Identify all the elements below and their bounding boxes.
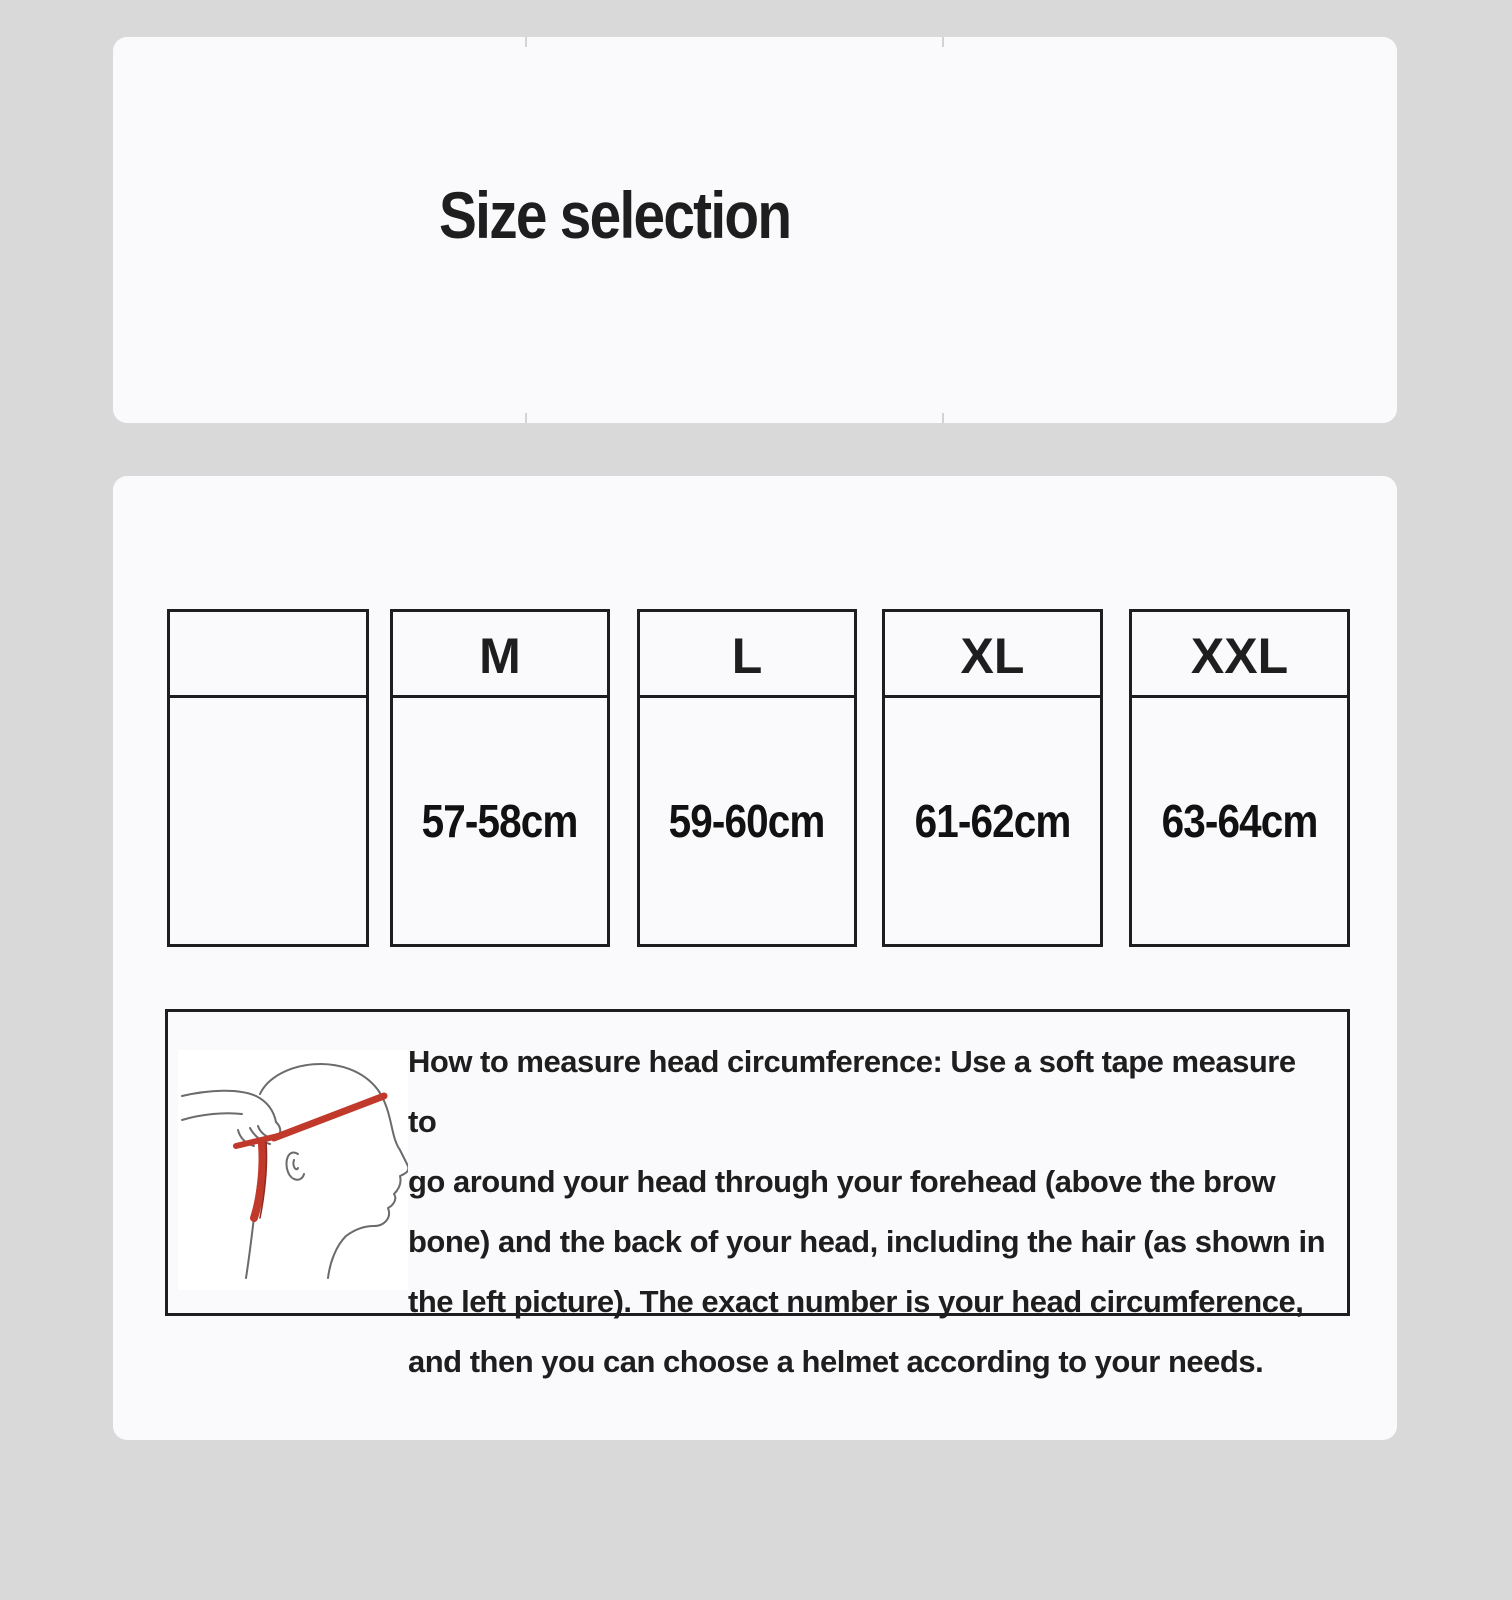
size-chart-card	[113, 476, 1397, 1440]
divider-tick	[942, 413, 944, 423]
size-column-label	[167, 609, 369, 947]
divider-tick	[942, 37, 944, 47]
size-value-text: 57-58cm	[422, 795, 578, 847]
measure-line: and then you can choose a helmet according to your needs.	[408, 1344, 1264, 1379]
size-column-xxl	[1129, 609, 1350, 947]
measure-line: the left picture). The exact number is your head circumference,	[408, 1284, 1304, 1319]
size-value	[885, 698, 1100, 944]
measure-instructions-box	[165, 1009, 1350, 1379]
size-value-text: 63-64cm	[1161, 795, 1318, 847]
size-column-xl	[882, 609, 1103, 947]
size-value-text: 61-62cm	[914, 795, 1071, 847]
size-value-text: 59-60cm	[669, 795, 825, 847]
size-column-l	[637, 609, 857, 947]
title-card	[113, 37, 1397, 423]
size-header: M	[393, 612, 607, 698]
size-header: L	[640, 612, 854, 698]
measure-line: bone) and the back of your head, including the hair (as shown in	[408, 1224, 1326, 1259]
measure-line: go around your head through your forehead (above the brow	[408, 1164, 1276, 1199]
head-measuring-tape-icon	[178, 1050, 408, 1290]
size-value	[170, 698, 366, 944]
size-column-m	[390, 609, 610, 947]
size-value	[640, 698, 854, 944]
divider-tick	[525, 37, 527, 47]
divider-tick	[525, 413, 527, 423]
size-header: XXL	[1132, 612, 1347, 698]
page-title: Size selection	[439, 178, 791, 252]
size-value	[1132, 698, 1347, 944]
size-header	[170, 612, 366, 698]
measure-instructions-text	[408, 1032, 1328, 1392]
size-value	[393, 698, 607, 944]
measure-line: How to measure head circumference: Use a soft tape measure to	[408, 1044, 1296, 1139]
size-header: XL	[885, 612, 1100, 698]
